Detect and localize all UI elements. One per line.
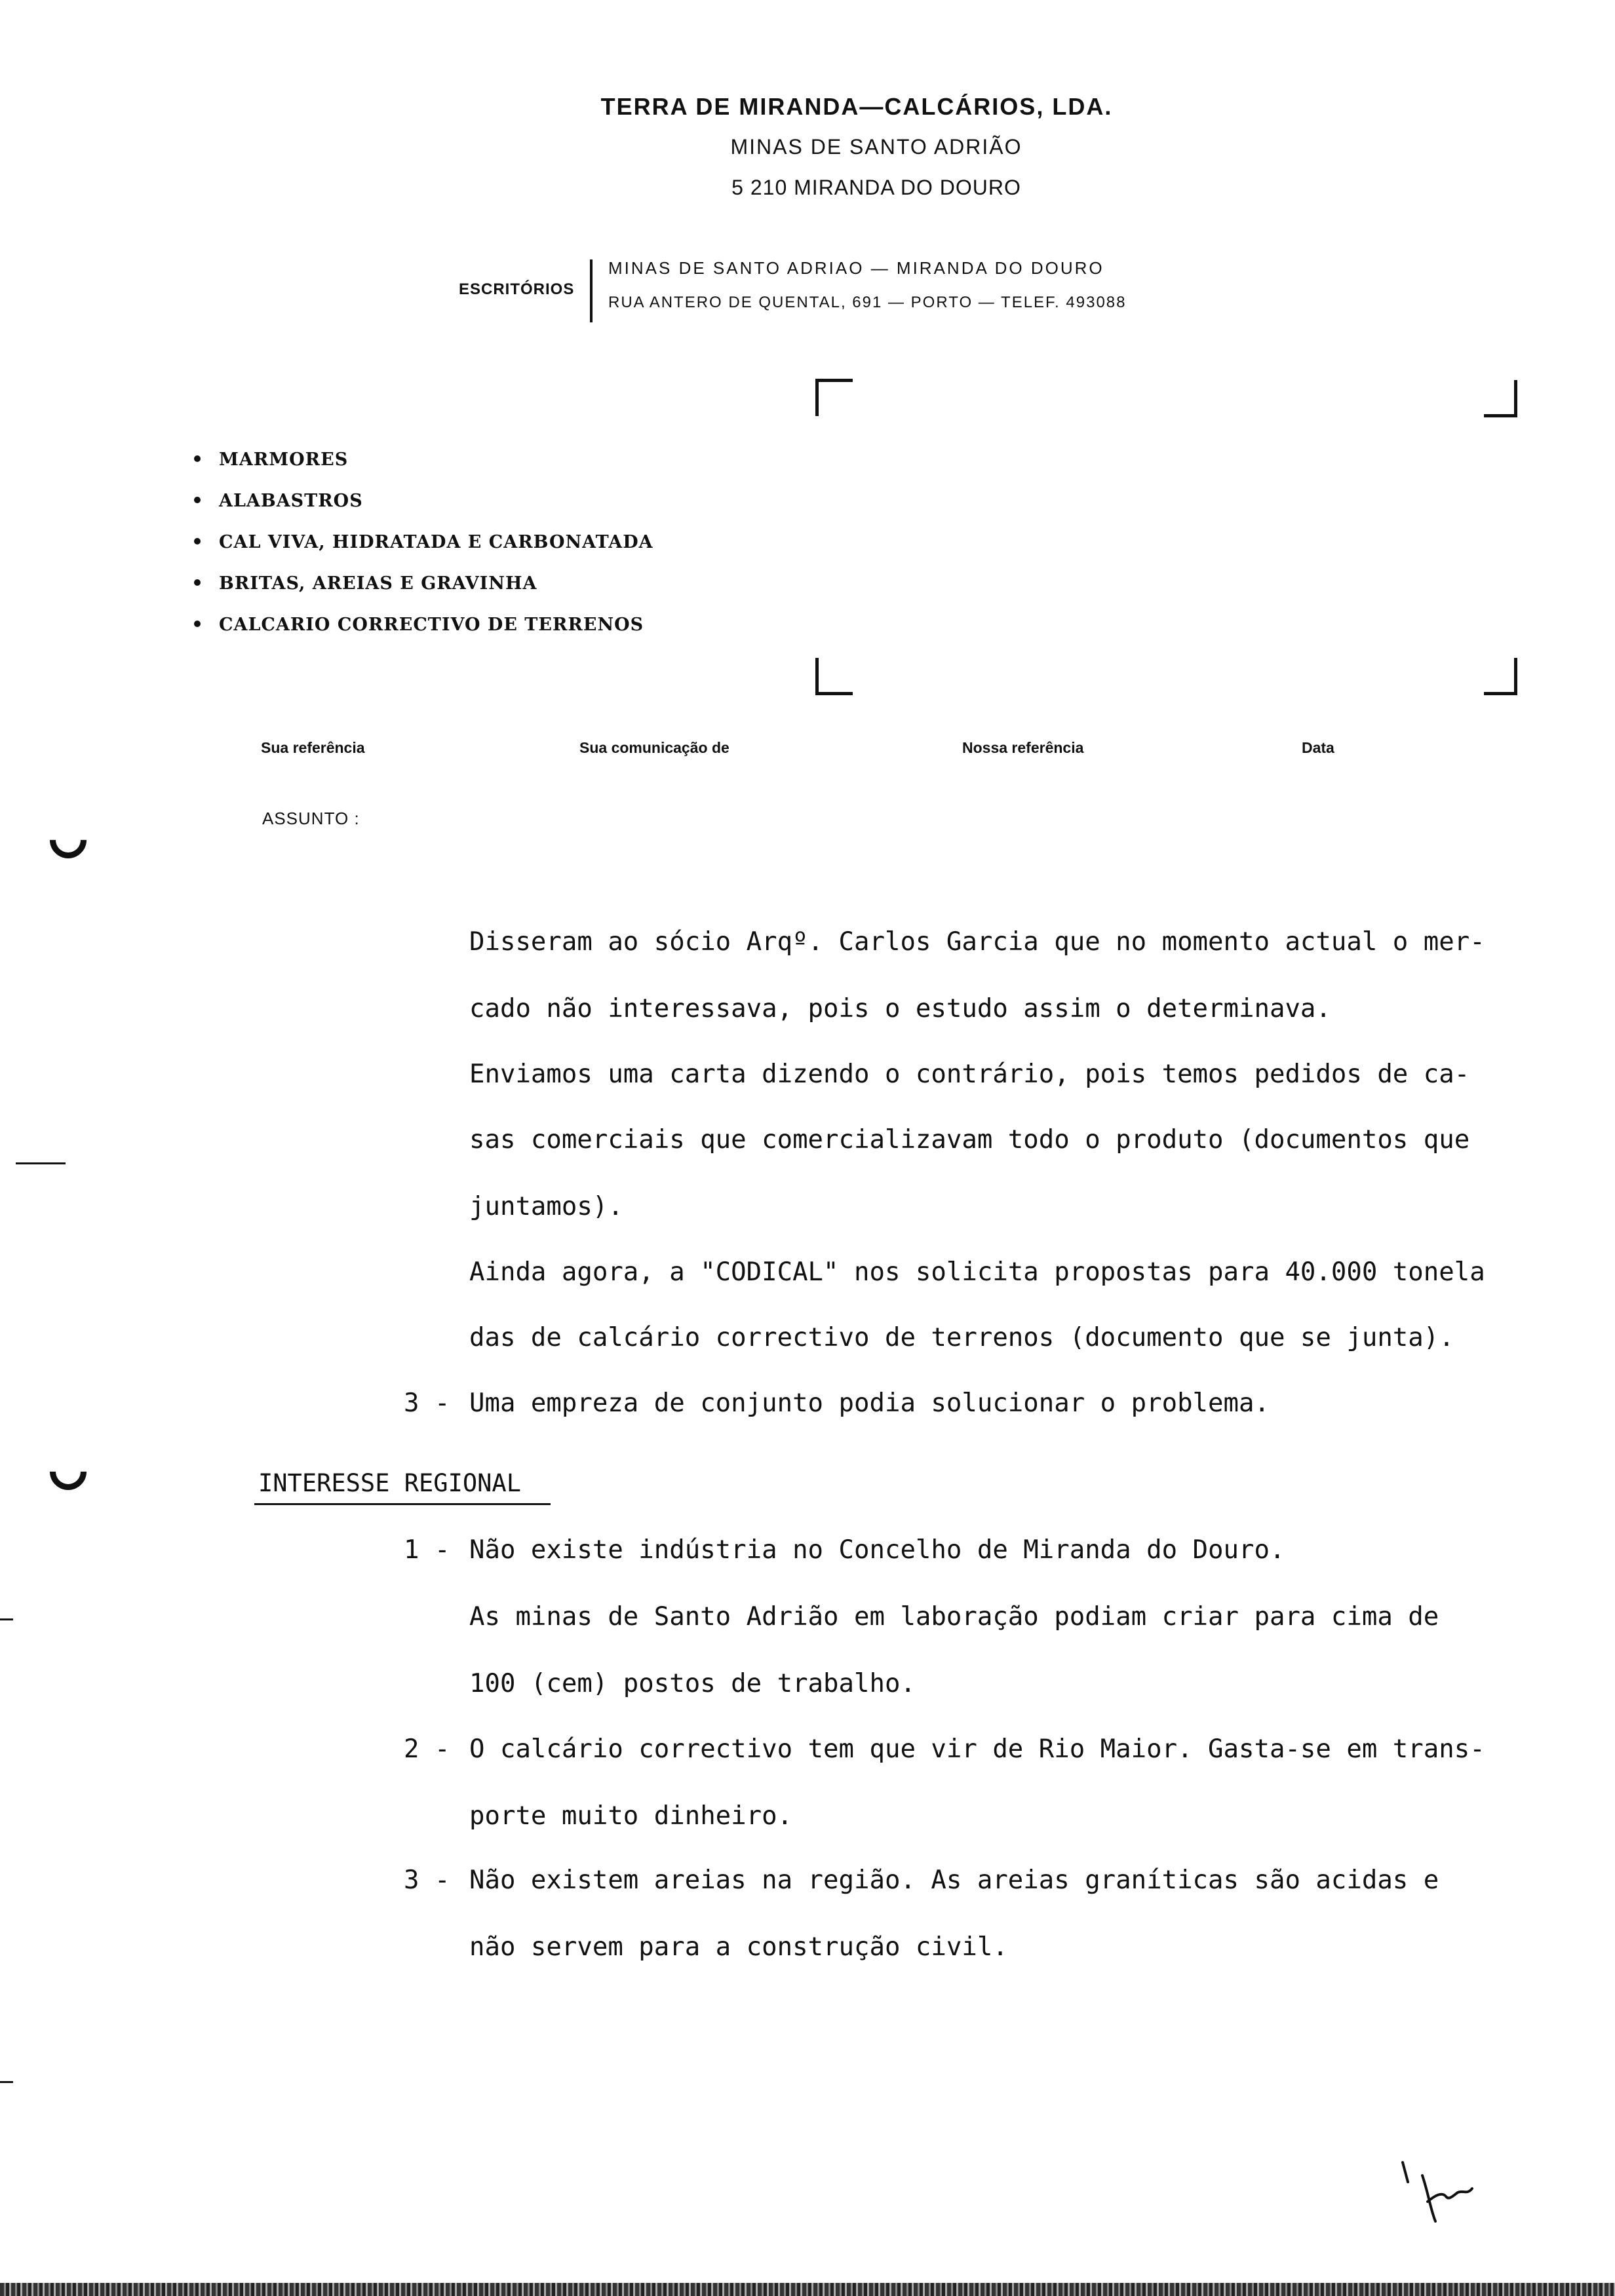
body-line: cado não interessava, pois o estudo assim o determinava.: [469, 994, 1331, 1024]
offices-address-1: MINAS DE SANTO ADRIAO — MIRANDA DO DOURO: [608, 258, 1104, 278]
item-number: 2 -: [404, 1734, 450, 1764]
item-text: não servem para a construção civil.: [469, 1932, 1008, 1962]
body-line: sas comerciais que comercializavam todo o produto (documentos que: [469, 1125, 1470, 1155]
margin-fold-mark: [16, 1162, 66, 1164]
item-text: O calcário correctivo tem que vir de Rio Maior. Gasta-se em trans-: [469, 1734, 1485, 1764]
company-address-line2: 5 210 MIRANDA DO DOURO: [731, 176, 1021, 199]
product-item: [194, 572, 653, 613]
scan-bottom-edge: [0, 2283, 1615, 2296]
our-reference-label: Nossa referência: [962, 739, 1084, 756]
product-item: [194, 489, 653, 531]
margin-fold-mark: [0, 2081, 13, 2083]
window-corner-top-left: [815, 379, 853, 416]
window-corner-bottom-left: [815, 658, 853, 695]
item-number: 1 -: [404, 1535, 450, 1565]
item-text: Não existe indústria no Concelho de Miranda do Douro.: [469, 1535, 1285, 1565]
punch-hole-mark: [42, 1445, 94, 1497]
item-text: As minas de Santo Adrião em laboração podiam criar para cima de: [469, 1602, 1439, 1632]
item-text: porte muito dinheiro.: [469, 1801, 793, 1831]
bullet-icon: [194, 497, 201, 503]
body-line: das de calcário correctivo de terrenos (documento que se junta).: [469, 1323, 1454, 1352]
item-text: Uma empreza de conjunto podia solucionar o problema.: [469, 1388, 1270, 1418]
bullet-icon: [194, 538, 201, 545]
section-heading-underline: [254, 1503, 551, 1505]
subject-label: ASSUNTO :: [262, 809, 360, 828]
company-name: TERRA DE MIRANDA—CALCÁRIOS, LDA.: [600, 93, 1113, 120]
bullet-icon: [194, 579, 201, 586]
offices-label: ESCRITÓRIOS: [459, 280, 575, 298]
offices-divider: [590, 259, 593, 322]
product-item: [194, 613, 653, 655]
your-communication-label: Sua comunicação de: [579, 739, 730, 756]
window-corner-bottom-right: [1484, 658, 1517, 695]
body-line: juntamos).: [469, 1192, 623, 1221]
product-label: BRITAS, AREIAS E GRAVINHA: [219, 573, 537, 594]
product-list: [194, 448, 653, 655]
window-corner-top-right: [1484, 380, 1517, 417]
product-label: ALABASTROS: [219, 491, 363, 511]
item-text: 100 (cem) postos de trabalho.: [469, 1669, 916, 1698]
item-text: Não existem areias na região. As areias graníticas são acidas e: [469, 1866, 1439, 1895]
punch-hole-mark: [42, 814, 94, 866]
product-item: [194, 448, 653, 489]
margin-fold-mark: [0, 1618, 13, 1620]
body-line: Ainda agora, a "CODICAL" nos solicita propostas para 40.000 tonela: [469, 1257, 1485, 1287]
offices-address-2: RUA ANTERO DE QUENTAL, 691 — PORTO — TELEF. 493088: [608, 294, 1127, 311]
bullet-icon: [194, 455, 201, 462]
item-number: 3 -: [404, 1388, 450, 1418]
body-line: Enviamos uma carta dizendo o contrário, pois temos pedidos de ca-: [469, 1060, 1470, 1089]
date-label: Data: [1302, 739, 1334, 756]
item-number: 3 -: [404, 1866, 450, 1895]
product-label: CALCARIO CORRECTIVO DE TERRENOS: [219, 615, 644, 635]
section-heading: INTERESSE REGIONAL: [258, 1469, 521, 1497]
your-reference-label: Sua referência: [261, 739, 365, 756]
company-address-line1: MINAS DE SANTO ADRIÃO: [730, 135, 1022, 159]
handwritten-initials: [1390, 2156, 1508, 2234]
bullet-icon: [194, 621, 201, 627]
product-item: [194, 531, 653, 572]
product-label: MARMORES: [219, 450, 349, 470]
body-line: Disseram ao sócio Arqº. Carlos Garcia que no momento actual o mer-: [469, 927, 1485, 957]
product-label: CAL VIVA, HIDRATADA E CARBONATADA: [219, 532, 653, 552]
